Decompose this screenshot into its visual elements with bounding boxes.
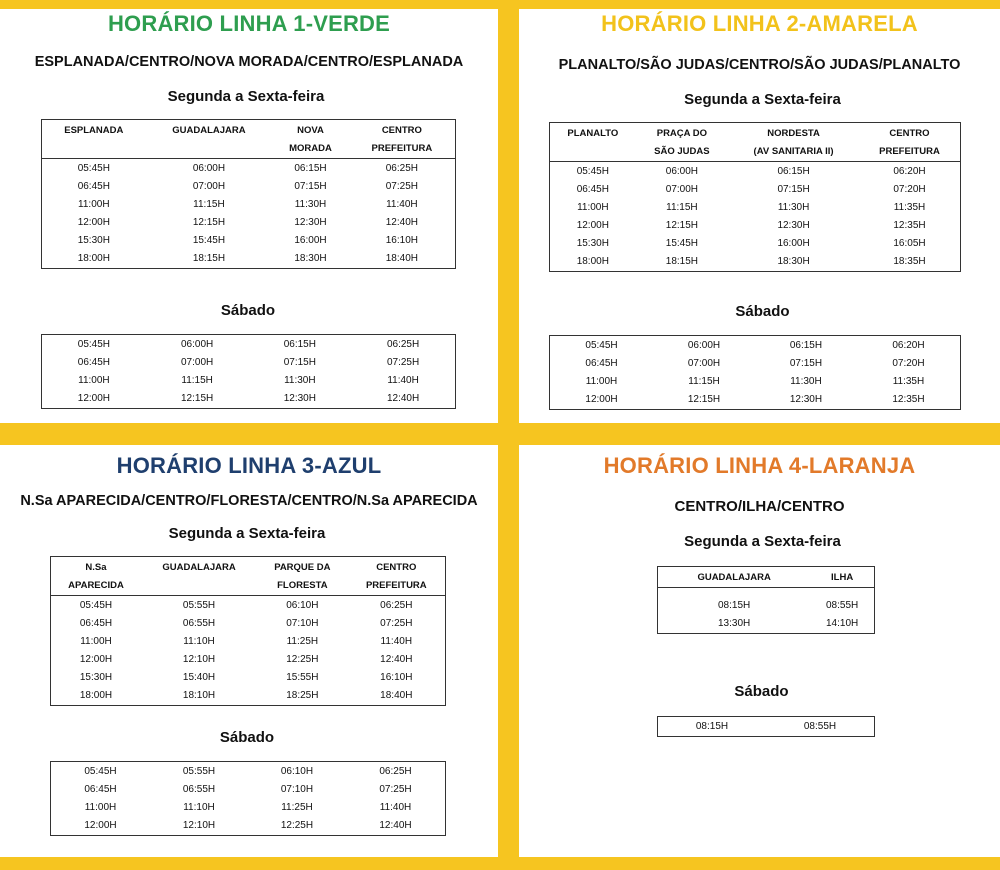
time-cell: 11:00H xyxy=(84,802,117,813)
column-header-line: (AV SANITARIA II) xyxy=(753,146,834,157)
time-cell: 12:15H xyxy=(181,393,214,404)
column-header xyxy=(550,123,636,162)
weekday-label-linha-3: Segunda a Sexta-feira xyxy=(168,525,326,542)
time-cell: 12:00H xyxy=(576,220,609,231)
saturday-label-linha-1: Sábado xyxy=(220,302,276,319)
table-row xyxy=(51,633,446,651)
time-cell: 07:15H xyxy=(777,184,810,195)
table-row xyxy=(42,354,456,372)
time-cell: 11:25H xyxy=(286,636,319,647)
weekday-table-linha-2 xyxy=(549,122,961,272)
time-cell: 07:20H xyxy=(892,358,925,369)
table-row xyxy=(42,335,456,355)
time-cell: 12:40H xyxy=(385,217,418,228)
column-header xyxy=(141,557,257,596)
time-cell: 12:35H xyxy=(893,220,926,231)
route-linha-2: PLANALTO/SÃO JUDAS/CENTRO/SÃO JUDAS/PLANALTO xyxy=(558,57,961,73)
time-cell: 06:10H xyxy=(280,766,314,777)
column-header-line: GUADALAJARA xyxy=(697,572,771,583)
title-linha-3: HORÁRIO LINHA 3-AZUL xyxy=(116,453,382,478)
table-row xyxy=(51,817,446,836)
time-cell: 14:10H xyxy=(826,618,859,629)
time-cell: 06:10H xyxy=(286,600,319,611)
time-cell: 15:45H xyxy=(665,238,699,249)
column-header xyxy=(810,567,874,588)
column-header-line: MORADA xyxy=(289,143,332,154)
time-cell: 12:30H xyxy=(294,217,327,228)
time-cell: 08:15H xyxy=(695,721,729,732)
table-row xyxy=(42,178,456,196)
table-row xyxy=(42,390,456,409)
saturday-label-linha-2: Sábado xyxy=(735,303,790,320)
time-cell: 16:10H xyxy=(385,235,418,246)
time-cell: 05:45H xyxy=(576,166,609,177)
time-cell: 12:00H xyxy=(77,393,111,404)
time-cell: 06:00H xyxy=(687,340,721,351)
table-row xyxy=(550,336,961,356)
time-cell: 12:00H xyxy=(79,654,113,665)
time-cell: 07:10H xyxy=(286,618,319,629)
time-cell: 08:55H xyxy=(803,721,837,732)
column-header xyxy=(146,120,273,159)
time-cell: 12:30H xyxy=(789,394,823,405)
time-cell: 11:30H xyxy=(284,375,316,386)
time-cell: 08:55H xyxy=(826,600,859,611)
time-cell: 18:30H xyxy=(294,253,327,264)
weekday-table-linha-3 xyxy=(50,556,446,706)
time-cell: 11:00H xyxy=(585,376,618,387)
table-row xyxy=(51,799,446,817)
time-cell: 15:55H xyxy=(286,672,319,683)
time-cell: 06:55H xyxy=(182,618,216,629)
time-cell: 18:35H xyxy=(893,256,926,267)
time-cell: 15:40H xyxy=(182,672,216,683)
time-cell: 06:25H xyxy=(380,600,413,611)
route-linha-3: N.Sa APARECIDA/CENTRO/FLORESTA/CENTRO/N.Sa APARECIDA xyxy=(20,493,478,509)
time-cell: 11:00H xyxy=(78,199,110,210)
table-row xyxy=(42,232,456,250)
time-cell: 06:15H xyxy=(777,166,810,177)
table-row xyxy=(550,235,961,253)
panel-linha-4 xyxy=(519,445,1000,857)
time-cell: 11:15H xyxy=(193,199,225,210)
time-cell: 12:25H xyxy=(280,820,314,831)
table-row xyxy=(658,597,875,615)
time-cell: 16:00H xyxy=(294,235,327,246)
panel-linha-3 xyxy=(0,445,498,857)
time-cell: 07:00H xyxy=(192,181,226,192)
time-cell: 12:35H xyxy=(892,394,925,405)
table-row xyxy=(51,669,446,687)
time-cell: 05:45H xyxy=(79,600,113,611)
time-cell: 18:00H xyxy=(79,690,113,701)
time-cell: 05:55H xyxy=(182,766,216,777)
time-cell: 11:15H xyxy=(181,375,213,386)
time-cell: 06:45H xyxy=(576,184,609,195)
table-row xyxy=(658,717,875,737)
column-header-line: CENTRO xyxy=(889,128,930,139)
time-cell: 16:00H xyxy=(777,238,810,249)
column-header-line: SÃO JUDAS xyxy=(654,146,710,157)
column-header-line: CENTRO xyxy=(376,562,417,573)
time-cell: 12:15H xyxy=(687,394,721,405)
time-cell: 18:15H xyxy=(192,253,226,264)
time-cell: 11:15H xyxy=(688,376,720,387)
time-cell: 11:10H xyxy=(183,802,215,813)
time-cell: 11:40H xyxy=(380,636,413,647)
column-header xyxy=(658,567,811,588)
time-cell: 12:40H xyxy=(386,393,420,404)
weekday-table-linha-1 xyxy=(41,119,456,269)
table-row xyxy=(550,181,961,199)
time-cell: 07:00H xyxy=(181,357,214,368)
time-cell: 06:55H xyxy=(182,784,216,795)
time-cell: 11:35H xyxy=(892,376,925,387)
panel-linha-2 xyxy=(519,9,1000,423)
time-cell: 16:05H xyxy=(893,238,926,249)
column-header xyxy=(51,557,141,596)
time-cell: 11:00H xyxy=(78,375,110,386)
time-cell: 15:30H xyxy=(79,672,113,683)
column-header-line: PARQUE DA xyxy=(274,562,331,573)
time-cell: 06:45H xyxy=(77,357,111,368)
table-row xyxy=(550,199,961,217)
time-cell: 07:25H xyxy=(380,618,413,629)
time-cell: 12:25H xyxy=(286,654,319,665)
table-row xyxy=(550,217,961,235)
table-row xyxy=(550,391,961,410)
column-header xyxy=(728,123,859,162)
weekday-label-linha-2: Segunda a Sexta-feira xyxy=(684,91,841,108)
column-header xyxy=(42,120,146,159)
column-header xyxy=(272,120,349,159)
table-row xyxy=(550,373,961,391)
column-header-line: ESPLANADA xyxy=(64,125,124,136)
time-cell: 08:15H xyxy=(718,600,751,611)
time-cell: 05:45H xyxy=(77,339,111,350)
time-cell: 13:30H xyxy=(718,618,751,629)
time-cell: 12:15H xyxy=(665,220,699,231)
column-header-line: FLORESTA xyxy=(277,580,328,591)
time-cell: 05:45H xyxy=(585,340,618,351)
column-header xyxy=(349,120,456,159)
time-cell: 07:25H xyxy=(385,181,418,192)
time-cell: 11:30H xyxy=(790,376,822,387)
time-cell: 06:00H xyxy=(181,339,214,350)
time-cell: 12:15H xyxy=(192,217,226,228)
time-cell: 18:40H xyxy=(385,253,418,264)
column-header-line: NORDESTA xyxy=(767,128,820,139)
time-cell: 07:15H xyxy=(789,358,823,369)
time-cell: 12:00H xyxy=(77,217,110,228)
table-row xyxy=(51,687,446,706)
time-cell: 07:10H xyxy=(280,784,314,795)
time-cell: 06:45H xyxy=(77,181,110,192)
time-cell: 07:25H xyxy=(379,784,412,795)
table-row xyxy=(550,253,961,272)
table-row xyxy=(51,781,446,799)
column-header-line xyxy=(143,577,255,595)
column-header xyxy=(257,557,348,596)
column-header-line xyxy=(552,143,634,161)
time-cell: 05:45H xyxy=(84,766,117,777)
weekday-label-linha-1: Segunda a Sexta-feira xyxy=(167,88,325,105)
table-row xyxy=(51,762,446,782)
time-cell: 15:30H xyxy=(77,235,110,246)
column-header xyxy=(859,123,961,162)
time-cell: 07:15H xyxy=(294,181,327,192)
time-cell: 06:25H xyxy=(386,339,420,350)
column-header-line: GUADALAJARA xyxy=(162,562,236,573)
weekday-label-linha-4: Segunda a Sexta-feira xyxy=(684,533,841,550)
time-cell: 07:00H xyxy=(687,358,721,369)
route-linha-1: ESPLANADA/CENTRO/NOVA MORADA/CENTRO/ESPLANADA xyxy=(34,54,464,70)
time-cell: 12:00H xyxy=(585,394,618,405)
time-cell: 06:45H xyxy=(79,618,113,629)
title-linha-4: HORÁRIO LINHA 4-LARANJA xyxy=(603,453,916,478)
saturday-label-linha-4: Sábado xyxy=(734,683,789,700)
column-header-line: PLANALTO xyxy=(567,128,619,139)
time-cell: 06:20H xyxy=(893,166,926,177)
table-row xyxy=(51,615,446,633)
time-cell: 11:30H xyxy=(294,199,327,210)
time-cell: 07:20H xyxy=(893,184,926,195)
time-cell: 05:45H xyxy=(77,163,110,174)
time-cell: 18:40H xyxy=(380,690,413,701)
time-cell: 06:15H xyxy=(294,163,327,174)
time-cell: 11:40H xyxy=(386,199,418,210)
title-linha-2: HORÁRIO LINHA 2-AMARELA xyxy=(601,11,918,36)
time-cell: 06:20H xyxy=(892,340,925,351)
column-header-line xyxy=(148,140,271,158)
column-header-line: CENTRO xyxy=(381,125,422,136)
table-row xyxy=(550,162,961,182)
time-cell: 07:00H xyxy=(665,184,699,195)
time-cell: 18:30H xyxy=(777,256,810,267)
table-row xyxy=(51,596,446,616)
saturday-table-linha-4 xyxy=(657,716,875,737)
time-cell: 06:45H xyxy=(84,784,117,795)
column-header-line: GUADALAJARA xyxy=(172,125,246,136)
column-header-line: APARECIDA xyxy=(68,580,124,591)
time-cell: 18:00H xyxy=(576,256,609,267)
saturday-label-linha-3: Sábado xyxy=(219,729,275,746)
time-cell: 18:10H xyxy=(182,690,216,701)
spacer-row xyxy=(658,588,875,598)
time-cell: 11:30H xyxy=(777,202,810,213)
time-cell: 11:10H xyxy=(183,636,215,647)
column-header-line: PRAÇA DO xyxy=(656,128,708,139)
time-cell: 07:15H xyxy=(283,357,316,368)
time-cell: 12:10H xyxy=(182,820,216,831)
column-header-line: PREFEITURA xyxy=(371,143,433,154)
time-cell: 11:25H xyxy=(281,802,313,813)
column-header-line: N.Sa xyxy=(85,562,107,573)
time-cell: 15:30H xyxy=(576,238,609,249)
time-cell: 11:40H xyxy=(379,802,412,813)
time-cell: 05:55H xyxy=(182,600,216,611)
column-header-line xyxy=(44,140,144,158)
saturday-table-linha-2 xyxy=(549,335,961,410)
column-header-line: ILHA xyxy=(831,572,854,583)
column-header xyxy=(636,123,729,162)
time-cell: 06:15H xyxy=(789,340,823,351)
table-row xyxy=(42,250,456,269)
column-header-line: NOVA xyxy=(297,125,324,136)
time-cell: 06:00H xyxy=(192,163,226,174)
table-row xyxy=(42,196,456,214)
weekday-table-linha-4 xyxy=(657,566,875,634)
table-row xyxy=(42,159,456,179)
time-cell: 07:25H xyxy=(386,357,420,368)
time-cell: 06:15H xyxy=(283,339,316,350)
time-cell: 06:25H xyxy=(385,163,418,174)
time-cell: 12:40H xyxy=(380,654,413,665)
time-cell: 11:00H xyxy=(577,202,609,213)
time-cell: 18:00H xyxy=(77,253,110,264)
time-cell: 11:40H xyxy=(387,375,419,386)
table-row xyxy=(51,651,446,669)
time-cell: 18:15H xyxy=(665,256,699,267)
time-cell: 12:00H xyxy=(84,820,117,831)
time-cell: 12:30H xyxy=(283,393,316,404)
time-cell: 06:25H xyxy=(379,766,412,777)
time-cell: 11:00H xyxy=(80,636,112,647)
title-linha-1: HORÁRIO LINHA 1-VERDE xyxy=(107,11,391,36)
time-cell: 12:40H xyxy=(379,820,412,831)
panel-linha-1 xyxy=(0,9,498,423)
table-row xyxy=(42,214,456,232)
time-cell: 06:00H xyxy=(665,166,699,177)
time-cell: 11:15H xyxy=(666,202,698,213)
saturday-table-linha-1 xyxy=(41,334,456,409)
table-row xyxy=(550,355,961,373)
time-cell: 11:35H xyxy=(893,202,926,213)
saturday-table-linha-3 xyxy=(50,761,446,836)
table-row xyxy=(658,615,875,634)
time-cell: 12:10H xyxy=(182,654,216,665)
table-row xyxy=(42,372,456,390)
time-cell: 18:25H xyxy=(286,690,319,701)
column-header-line: PREFEITURA xyxy=(365,580,427,591)
time-cell: 12:30H xyxy=(777,220,810,231)
time-cell: 16:10H xyxy=(380,672,413,683)
time-cell: 06:45H xyxy=(585,358,618,369)
time-cell: 15:45H xyxy=(192,235,226,246)
column-header-line: PREFEITURA xyxy=(879,146,940,157)
column-header xyxy=(348,557,446,596)
route-linha-4: CENTRO/ILHA/CENTRO xyxy=(674,498,845,515)
